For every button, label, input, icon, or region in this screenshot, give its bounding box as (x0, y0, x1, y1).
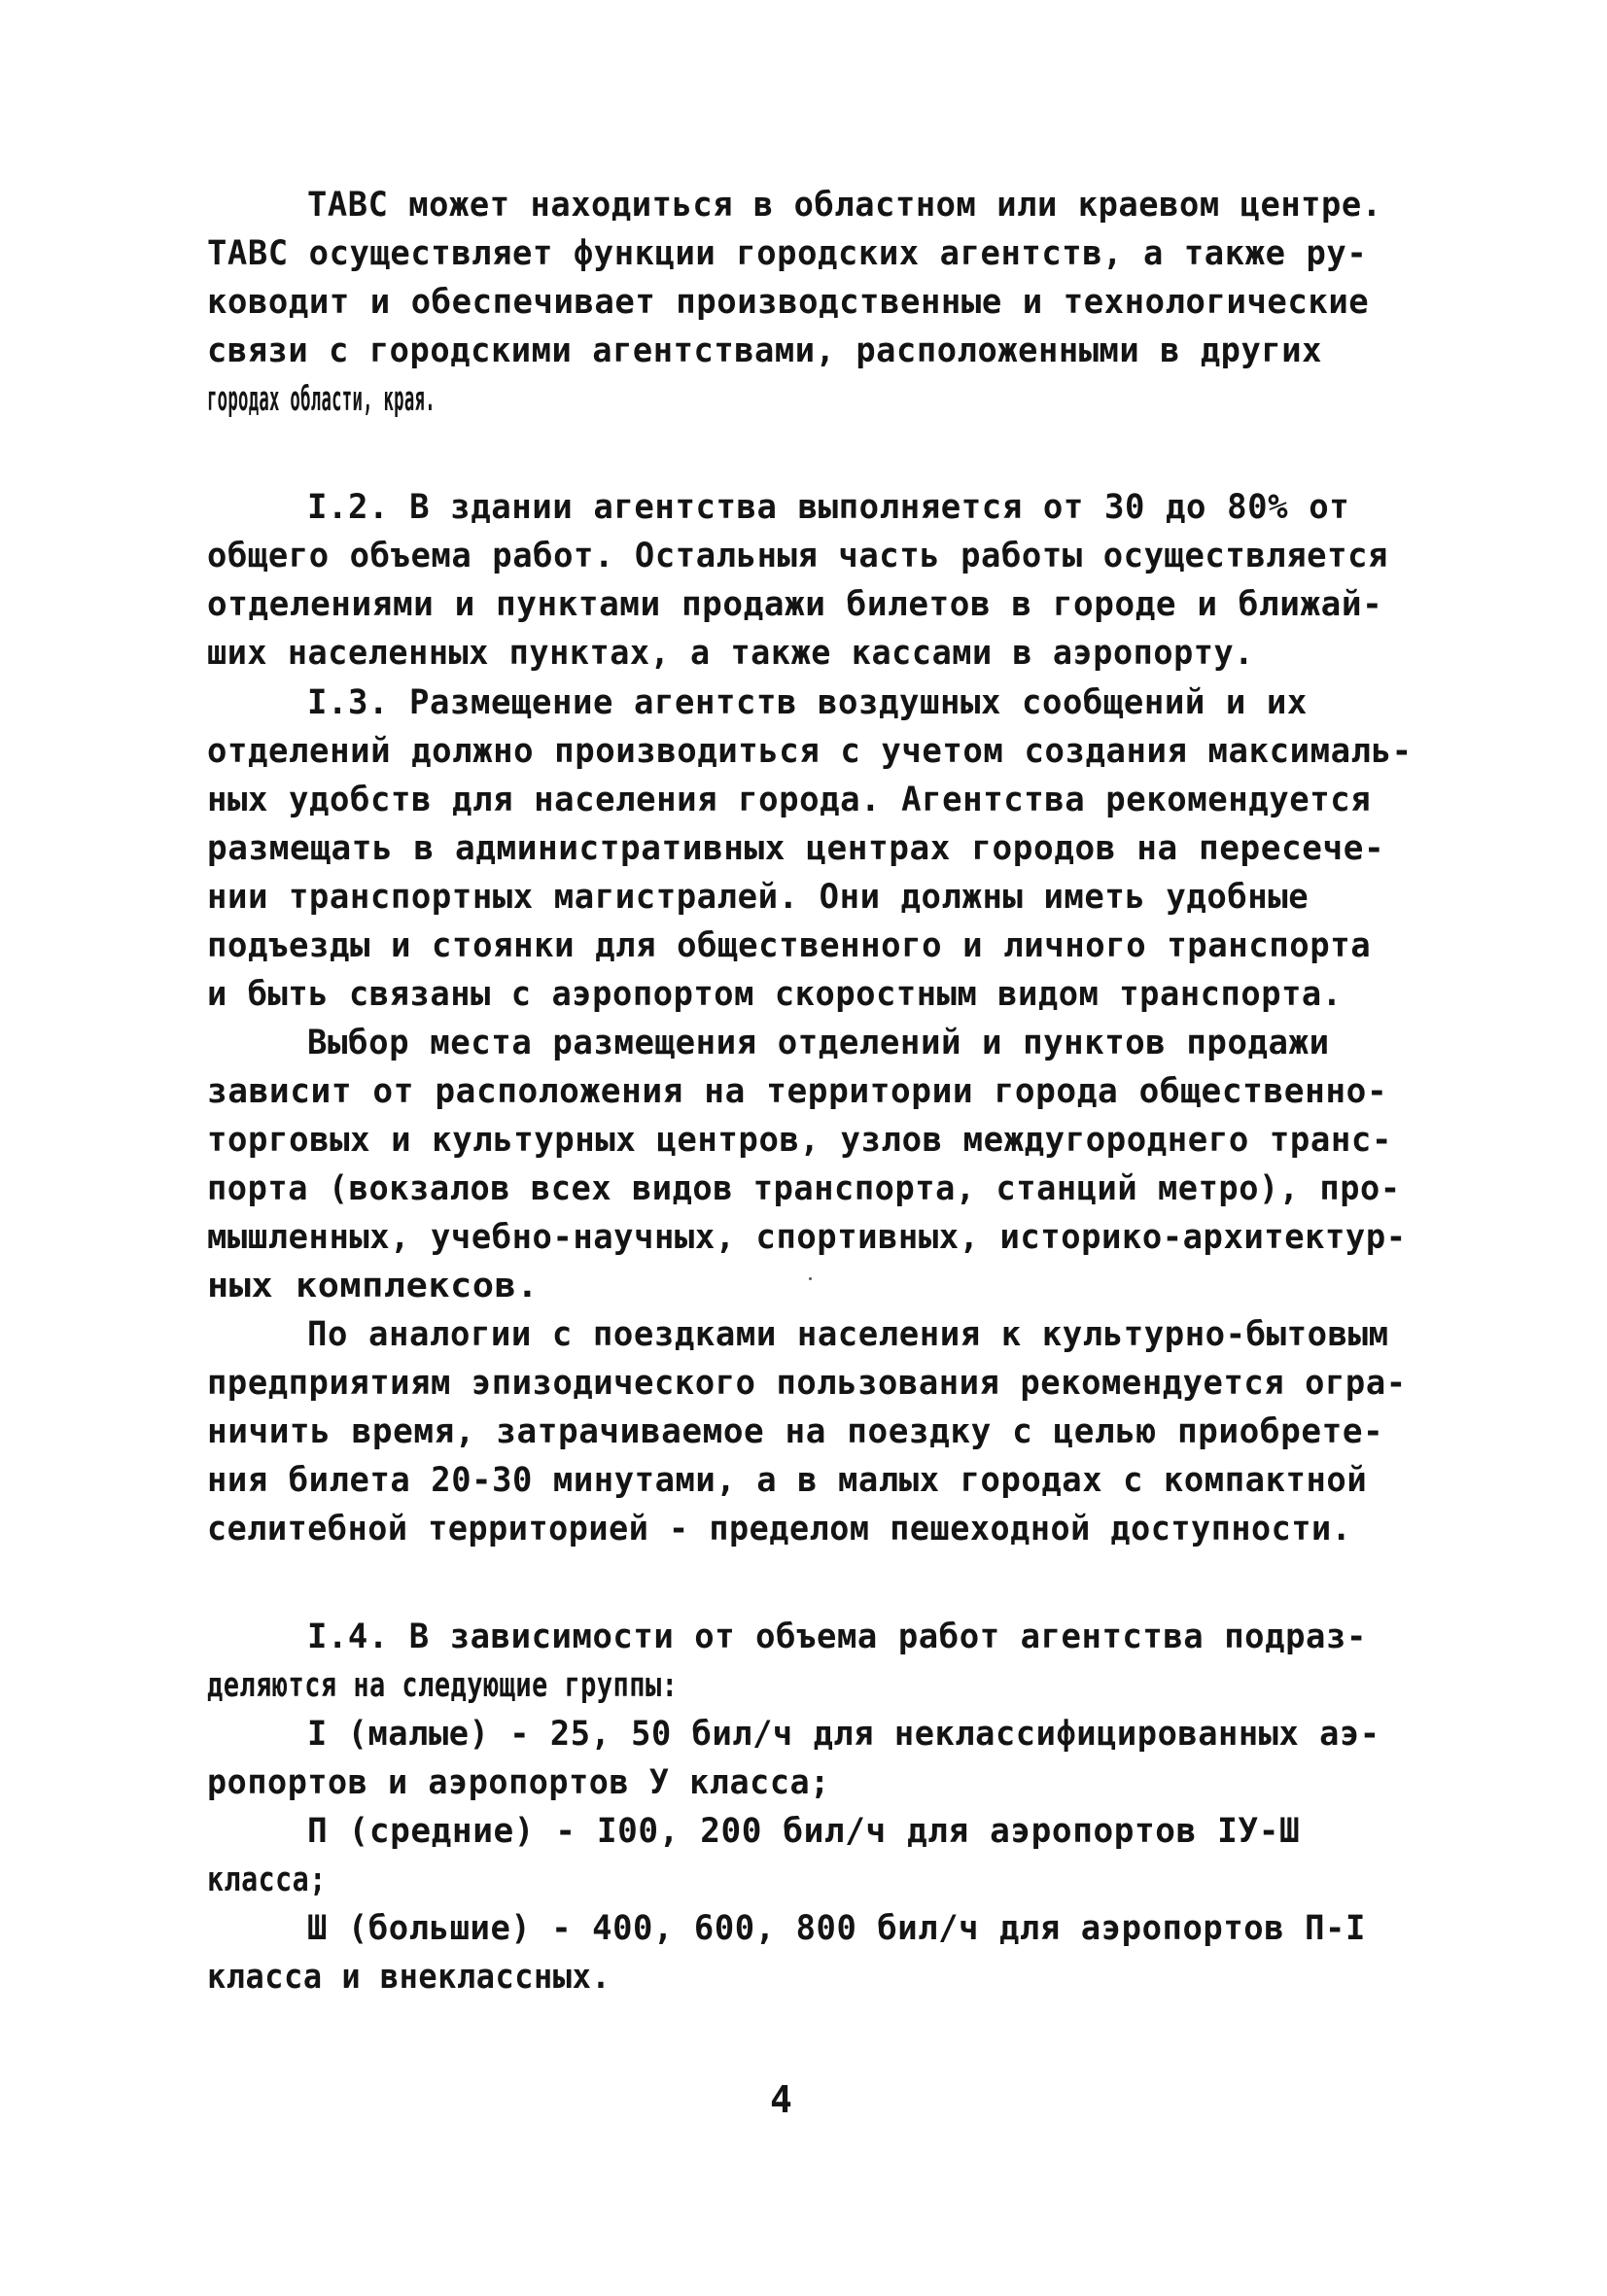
text-line: городах области, края. (207, 380, 436, 419)
text-line: ТАВС осуществляет функции городских агентств, а также ру- (207, 234, 1368, 273)
scan-speck (809, 1277, 812, 1280)
text-line: Ш (большие) - 400, 600, 800 бил/ч для аэропортов П-I (307, 1909, 1366, 1948)
text-line: класса и внеклассных. (207, 1958, 611, 1997)
text-line: торговых и культурных центров, узлов междугороднего транс- (207, 1121, 1392, 1160)
text-line: ничить время, затрачиваемое на поездку с целью приобрете- (207, 1412, 1384, 1451)
text-line: подъезды и стоянки для общественного и личного транспорта (207, 926, 1372, 965)
text-line: общего объема работ. Остальныя часть работы осуществляется (207, 537, 1388, 575)
text-line: предприятиям эпизодического пользования рекомендуется огра- (207, 1364, 1407, 1403)
text-line: I.2. В здании агентства выполняется от 30 до 80% от (307, 488, 1350, 527)
text-line: мышленных, учебно-научных, спортивных, историко-архитектур- (207, 1218, 1407, 1257)
text-line: деляются на следующие группы: (207, 1666, 679, 1705)
text-line: Выбор места размещения отделений и пунктов продажи (307, 1024, 1330, 1062)
text-line: связи с городскими агентствами, расположенными в других (207, 331, 1322, 370)
text-line: зависит от расположения на территории города общественно- (207, 1072, 1388, 1111)
text-line: I.4. В зависимости от объема работ агентства подраз- (307, 1618, 1367, 1656)
text-line: отделениями и пунктами продажи билетов в городе и ближай- (207, 585, 1383, 624)
text-line: класса; (207, 1861, 327, 1899)
text-line: П (средние) - I00, 200 бил/ч для аэропортов IУ-Ш (307, 1812, 1301, 1851)
text-line: ших населенных пунктах, а также кассами в аэропорту. (207, 634, 1254, 673)
text-line: и быть связаны с аэропортом скоростным видом транспорта. (207, 975, 1343, 1014)
text-line: I (малые) - 25, 50 бил/ч для неклассифицированных аэ- (307, 1715, 1380, 1754)
text-line: ководит и обеспечивает производственные и технологические (207, 283, 1370, 322)
text-line: ных комплексов. (207, 1267, 540, 1305)
text-line: отделений должно производиться с учетом создания максималь- (207, 732, 1413, 771)
text-line: размещать в административных центрах городов на пересече- (207, 829, 1385, 868)
text-line: ТАВС может находиться в областном или краевом центре. (307, 186, 1382, 225)
text-line: По аналогии с поездками населения к культурно-бытовым (307, 1315, 1389, 1354)
text-line: ропортов и аэропортов У класса; (207, 1763, 830, 1802)
text-line: ния билета 20-30 минутами, а в малых городах с компактной (207, 1461, 1368, 1500)
text-line: нии транспортных магистралей. Они должны иметь удобные (207, 878, 1310, 917)
text-line: I.3. Размещение агентств воздушных сообщений и их (307, 683, 1308, 722)
page-number: 4 (770, 2078, 792, 2121)
text-line: порта (вокзалов всех видов транспорта, станций метро), про- (207, 1169, 1401, 1208)
text-line: ных удобств для населения города. Агентства рекомендуется (207, 781, 1372, 819)
text-line: селитебной территорией - пределом пешеходной доступности. (207, 1510, 1352, 1548)
